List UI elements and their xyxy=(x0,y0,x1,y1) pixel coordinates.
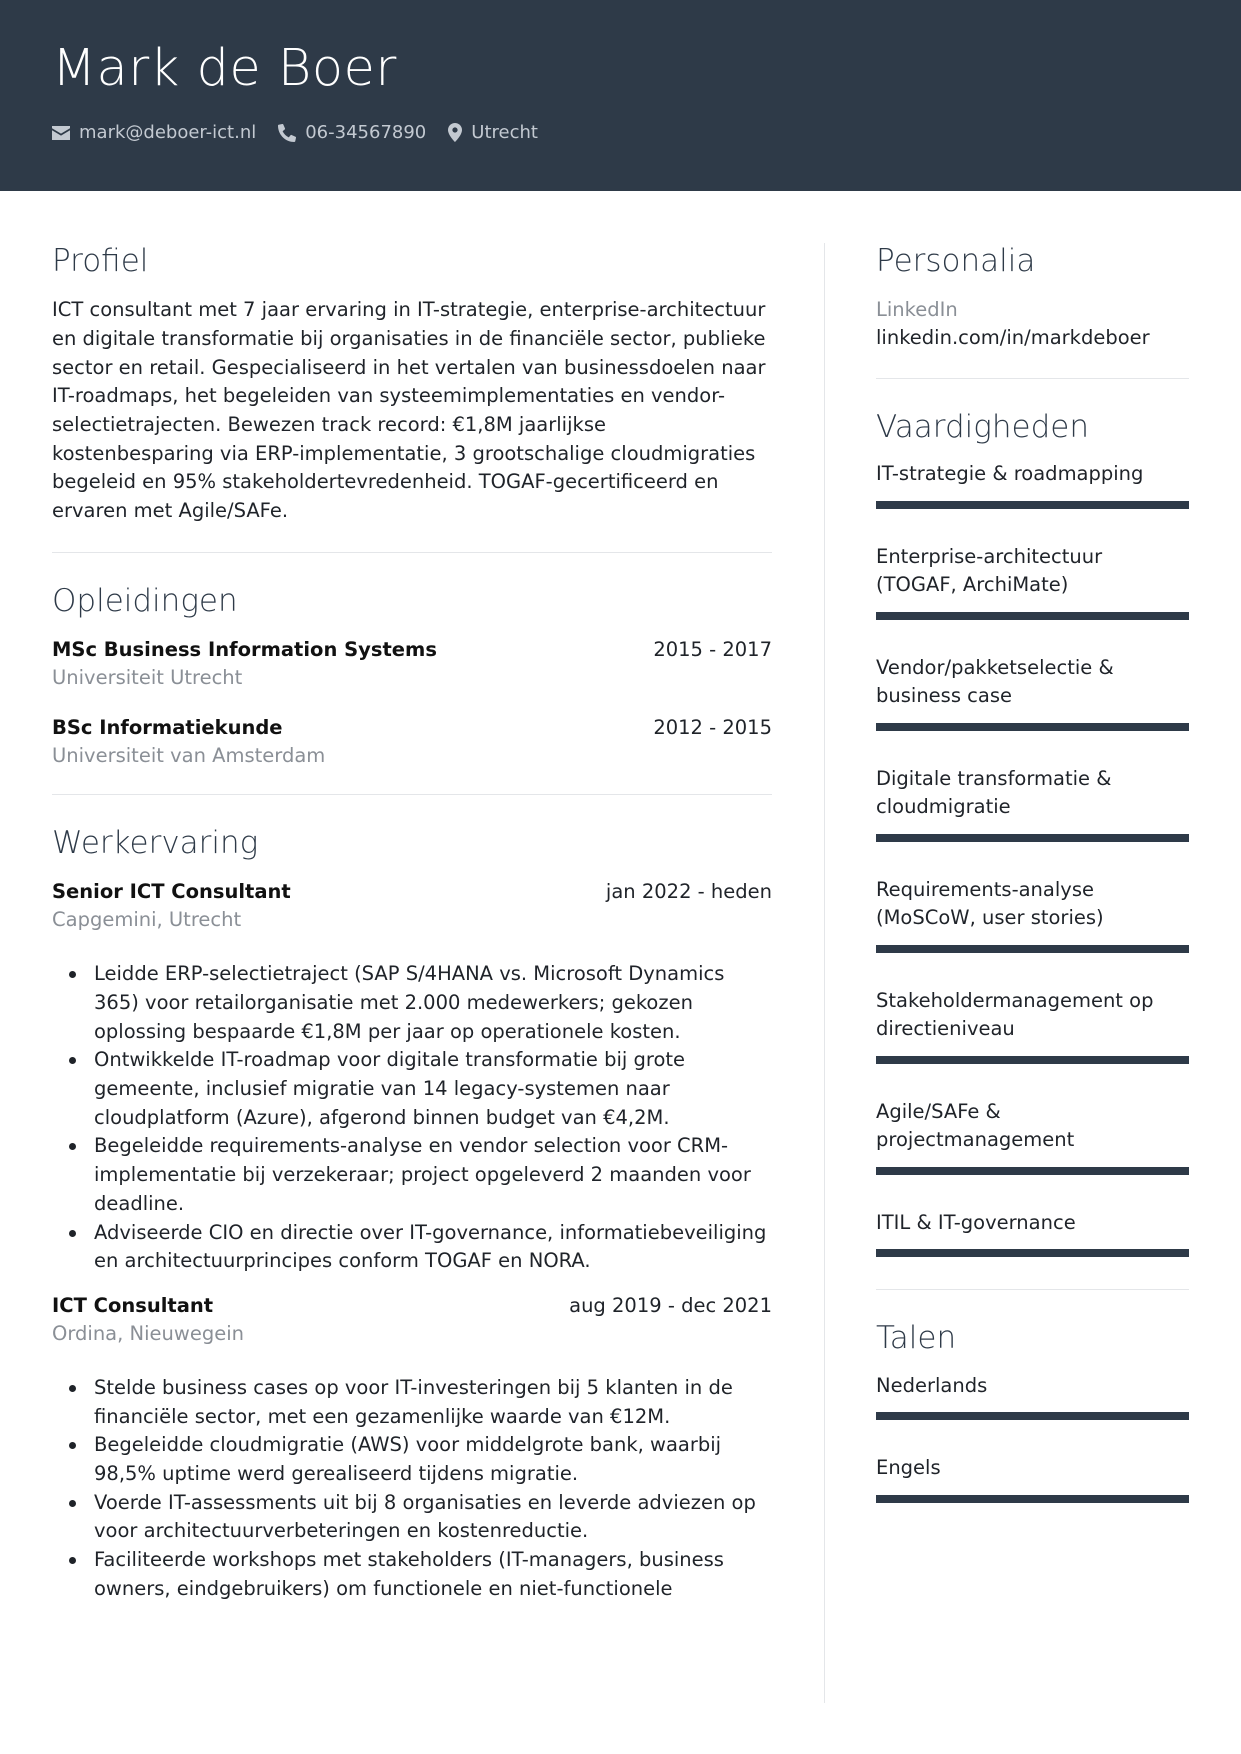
skill-item xyxy=(876,1209,1189,1258)
language-item-label: Engels xyxy=(876,1456,941,1480)
envelope-icon xyxy=(52,126,70,140)
education-item xyxy=(52,636,772,692)
job-entry xyxy=(52,878,772,1276)
experience-section xyxy=(52,825,772,1604)
skill-item-label: Enterprise-architectuur (TOGAF, ArchiMate) xyxy=(876,544,1103,597)
skill-item-level-fill xyxy=(876,1056,1189,1064)
section-divider xyxy=(52,794,772,795)
skill-item-level-fill xyxy=(876,723,1189,731)
skill-item-level-bar xyxy=(876,501,1189,509)
skill-item-label: Digitale transformatie & cloudmigratie xyxy=(876,766,1112,819)
skill-item-level-bar xyxy=(876,834,1189,842)
degree-title: MSc Business Information Systems xyxy=(52,638,437,661)
language-item-level-bar xyxy=(876,1412,1189,1420)
phone-icon xyxy=(278,124,296,142)
candidate-name: Mark de Boer xyxy=(52,39,397,98)
list-item: Begeleidde requirements-analyse en vendor selection voor CRM-implementatie bij verzekeraar; project opgeleverd 2 maanden voor deadline. xyxy=(52,1132,772,1218)
degree-title: BSc Informatiekunde xyxy=(52,716,283,739)
experience-heading: Werkervaring xyxy=(52,825,259,861)
school-name: Universiteit Utrecht xyxy=(52,666,243,689)
job-bullets xyxy=(52,960,772,1276)
skill-item-level-fill xyxy=(876,834,1189,842)
list-item: Adviseerde CIO en directie over IT-governance, informatiebeveiliging en architectuurprincipes conform TOGAF en NORA. xyxy=(52,1219,772,1276)
job-company: Ordina, Nieuwegein xyxy=(52,1321,244,1345)
contact-bar xyxy=(52,122,560,143)
skill-item xyxy=(876,987,1189,1064)
job-bullets xyxy=(52,1374,772,1604)
languages-list xyxy=(876,1372,1189,1503)
skills-section xyxy=(876,409,1189,1257)
email-text: mark@deboer-ict.nl xyxy=(79,122,257,143)
section-divider xyxy=(876,1289,1189,1290)
skill-item-label: Vendor/pakketselectie & business case xyxy=(876,655,1114,708)
list-item: Leidde ERP-selectietraject (SAP S/4HANA vs. Microsoft Dynamics 365) voor retailorganisatie met 2.000 medewerkers; gekozen oplossing bespaarde €1,8M per jaar op operationele kosten. xyxy=(52,960,772,1046)
list-item: Ontwikkelde IT-roadmap voor digitale transformatie bij grote gemeente, inclusief migratie van 14 legacy-systemen naar cloudplatform (Azure), afgerond binnen budget van €4,2M. xyxy=(52,1046,772,1132)
language-item-level-fill xyxy=(876,1412,1189,1420)
location-text: Utrecht xyxy=(471,122,538,143)
skill-item-level-bar xyxy=(876,612,1189,620)
language-item-level-bar xyxy=(876,1495,1189,1503)
section-divider xyxy=(52,552,772,553)
map-pin-icon xyxy=(448,123,462,142)
languages-section xyxy=(876,1320,1189,1502)
skill-item-level-bar xyxy=(876,1249,1189,1257)
skill-item-level-fill xyxy=(876,1167,1189,1175)
personalia-section xyxy=(876,243,1189,352)
main-column xyxy=(52,243,772,1604)
list-item: Voerde IT-assessments uit bij 8 organisaties en leverde adviezen op voor architectuurverbeteringen en kostenreductie. xyxy=(52,1489,772,1546)
skill-item xyxy=(876,543,1189,620)
personalia-heading: Personalia xyxy=(876,243,1036,279)
job-period: jan 2022 - heden xyxy=(605,880,772,904)
languages-heading: Talen xyxy=(876,1320,957,1357)
linkedin-label: LinkedIn xyxy=(876,298,958,322)
list-item: Faciliteerde workshops met stakeholders (IT-managers, business owners, eindgebruikers) om functionele en niet-functionele xyxy=(52,1546,772,1603)
skill-item-label: Agile/SAFe & projectmanagement xyxy=(876,1099,1075,1152)
job-period: aug 2019 - dec 2021 xyxy=(569,1293,772,1317)
job-company: Capgemini, Utrecht xyxy=(52,908,242,932)
skill-item xyxy=(876,1098,1189,1175)
skill-item-level-bar xyxy=(876,945,1189,953)
skill-item-level-fill xyxy=(876,612,1189,620)
skill-item-level-fill xyxy=(876,1249,1189,1257)
job-role: Senior ICT Consultant xyxy=(52,880,291,904)
skill-item-label: Stakeholdermanagement op directieniveau xyxy=(876,988,1154,1041)
skills-list xyxy=(876,460,1189,1257)
column-divider xyxy=(824,243,825,1703)
skill-item-label: IT-strategie & roadmapping xyxy=(876,462,1144,486)
skills-heading: Vaardigheden xyxy=(876,409,1090,446)
education-period: 2015 - 2017 xyxy=(653,638,772,661)
language-item xyxy=(876,1372,1189,1421)
phone-text: 06-34567890 xyxy=(305,122,427,143)
language-item xyxy=(876,1454,1189,1503)
job-entry xyxy=(52,1292,772,1604)
skill-item xyxy=(876,876,1189,953)
education-item xyxy=(52,714,772,770)
job-role: ICT Consultant xyxy=(52,1293,214,1317)
profile-text: ICT consultant met 7 jaar ervaring in IT-strategie, enterprise-architectuur en digitale transformatie bij organisaties in de financiële sector, publieke sector en retail. Gespecialiseerd in het vertalen van businessdoelen naar IT-roadmaps, het begeleiden van systeemimplementaties en vendor-selectietrajecten. Bewezen track record: €1,8M jaarlijkse kostenbesparing via ERP-implementatie, 3 grootschalige cloudmigraties begeleid en 95% stakeholdertevredenheid. TOGAF-gecertificeerd en ervaren met Agile/SAFe. xyxy=(52,298,766,523)
skill-item-level-bar xyxy=(876,1056,1189,1064)
skill-item xyxy=(876,765,1189,842)
skill-item xyxy=(876,654,1189,731)
section-divider xyxy=(876,378,1189,379)
contact-location xyxy=(448,122,538,143)
skill-item-level-bar xyxy=(876,1167,1189,1175)
contact-phone[interactable] xyxy=(278,122,426,143)
school-name: Universiteit van Amsterdam xyxy=(52,744,326,767)
contact-email[interactable] xyxy=(52,122,256,143)
sidebar-column xyxy=(876,243,1189,1503)
profile-section xyxy=(52,243,772,526)
header xyxy=(0,0,1241,191)
list-item: Begeleidde cloudmigratie (AWS) voor middelgrote bank, waarbij 98,5% uptime werd gerealiseerd tijdens migratie. xyxy=(52,1431,772,1488)
profile-heading: Profiel xyxy=(52,243,149,279)
language-item-level-fill xyxy=(876,1495,1189,1503)
language-item-label: Nederlands xyxy=(876,1373,988,1397)
skill-item-label: ITIL & IT-governance xyxy=(876,1210,1076,1234)
education-section xyxy=(52,583,772,770)
skill-item-level-fill xyxy=(876,945,1189,953)
education-period: 2012 - 2015 xyxy=(653,716,772,739)
linkedin-link[interactable]: linkedin.com/in/markdeboer xyxy=(876,326,1150,350)
skill-item xyxy=(876,460,1189,509)
education-heading: Opleidingen xyxy=(52,582,238,619)
skill-item-level-bar xyxy=(876,723,1189,731)
skill-item-level-fill xyxy=(876,501,1189,509)
list-item: Stelde business cases op voor IT-investeringen bij 5 klanten in de financiële sector, met een gezamenlijke waarde van €12M. xyxy=(52,1374,772,1431)
skill-item-label: Requirements-analyse (MoSCoW, user stories) xyxy=(876,877,1104,930)
